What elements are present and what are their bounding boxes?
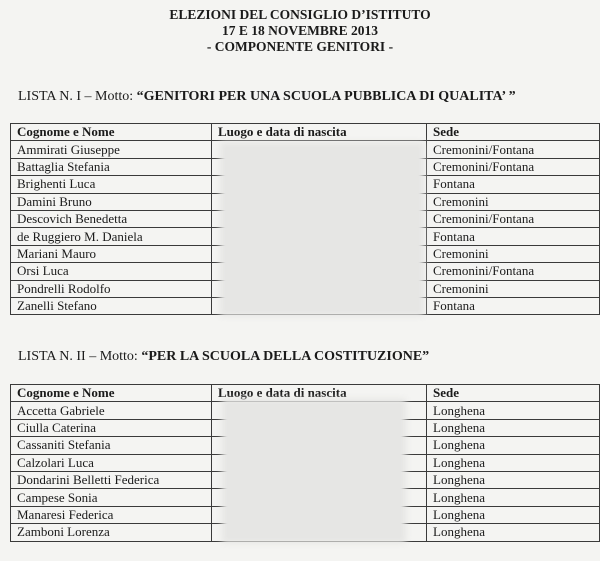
cell-name: Pondrelli Rodolfo [11,280,212,297]
cell-sede: Fontana [427,176,600,193]
cell-sede: Cremonini/Fontana [427,210,600,227]
header-title: ELEZIONI DEL CONSIGLIO D’ISTITUTO [169,7,431,22]
cell-sede: Cremonini [427,193,600,210]
list2-title [18,349,429,365]
cell-sede: Fontana [427,297,600,314]
list1-prefix: LISTA N. I – Motto: [18,89,137,104]
cell-sede: Cremonini [427,280,600,297]
list2-motto: “PER LA SCUOLA DELLA COSTITUZIONE” [141,349,430,364]
cell-sede: Longhena [427,419,600,436]
cell-name: Battaglia Stefania [11,158,212,175]
cell-name: Accetta Gabriele [11,402,212,419]
cell-name: Cassaniti Stefania [11,437,212,454]
cell-name: Damini Bruno [11,193,212,210]
cell-sede: Cremonini/Fontana [427,141,600,158]
cell-sede: Longhena [427,524,600,541]
cell-sede: Longhena [427,471,600,488]
cell-sede: Longhena [427,489,600,506]
cell-name: Zanelli Stefano [11,297,212,314]
column-header-sede: Sede [427,124,600,141]
column-header-birth: Luogo e data di nascita [212,385,427,402]
cell-name: Calzolari Luca [11,454,212,471]
list1-title [18,89,516,105]
cell-sede: Longhena [427,402,600,419]
cell-name: de Ruggiero M. Daniela [11,228,212,245]
cell-sede: Longhena [427,454,600,471]
redacted-birth-block [224,146,420,312]
list2-prefix: LISTA N. II – Motto: [18,349,142,364]
cell-sede: Cremonini [427,245,600,262]
header-date: 17 E 18 NOVEMBRE 2013 [221,23,378,38]
table-header-row [11,385,600,402]
cell-name: Campese Sonia [11,489,212,506]
column-header-name: Cognome e Nome [11,124,212,141]
cell-sede: Longhena [427,437,600,454]
cell-sede: Cremonini/Fontana [427,263,600,280]
cell-name: Brighenti Luca [11,176,212,193]
document-header [0,7,600,55]
list1-motto: “GENITORI PER UNA SCUOLA PUBBLICA DI QUALITA’ ” [136,89,516,104]
redacted-birth-block [226,403,402,539]
table-header-row [11,124,600,141]
cell-name: Manaresi Federica [11,506,212,523]
cell-name: Orsi Luca [11,263,212,280]
cell-name: Dondarini Belletti Federica [11,471,212,488]
cell-name: Zamboni Lorenza [11,524,212,541]
cell-name: Ciulla Caterina [11,419,212,436]
cell-sede: Longhena [427,506,600,523]
column-header-name: Cognome e Nome [11,385,212,402]
header-subtitle: - COMPONENTE GENITORI - [206,39,394,54]
cell-name: Descovich Benedetta [11,210,212,227]
cell-name: Mariani Mauro [11,245,212,262]
cell-sede: Fontana [427,228,600,245]
column-header-sede: Sede [427,385,600,402]
column-header-birth: Luogo e data di nascita [212,124,427,141]
cell-name: Ammirati Giuseppe [11,141,212,158]
cell-sede: Cremonini/Fontana [427,158,600,175]
